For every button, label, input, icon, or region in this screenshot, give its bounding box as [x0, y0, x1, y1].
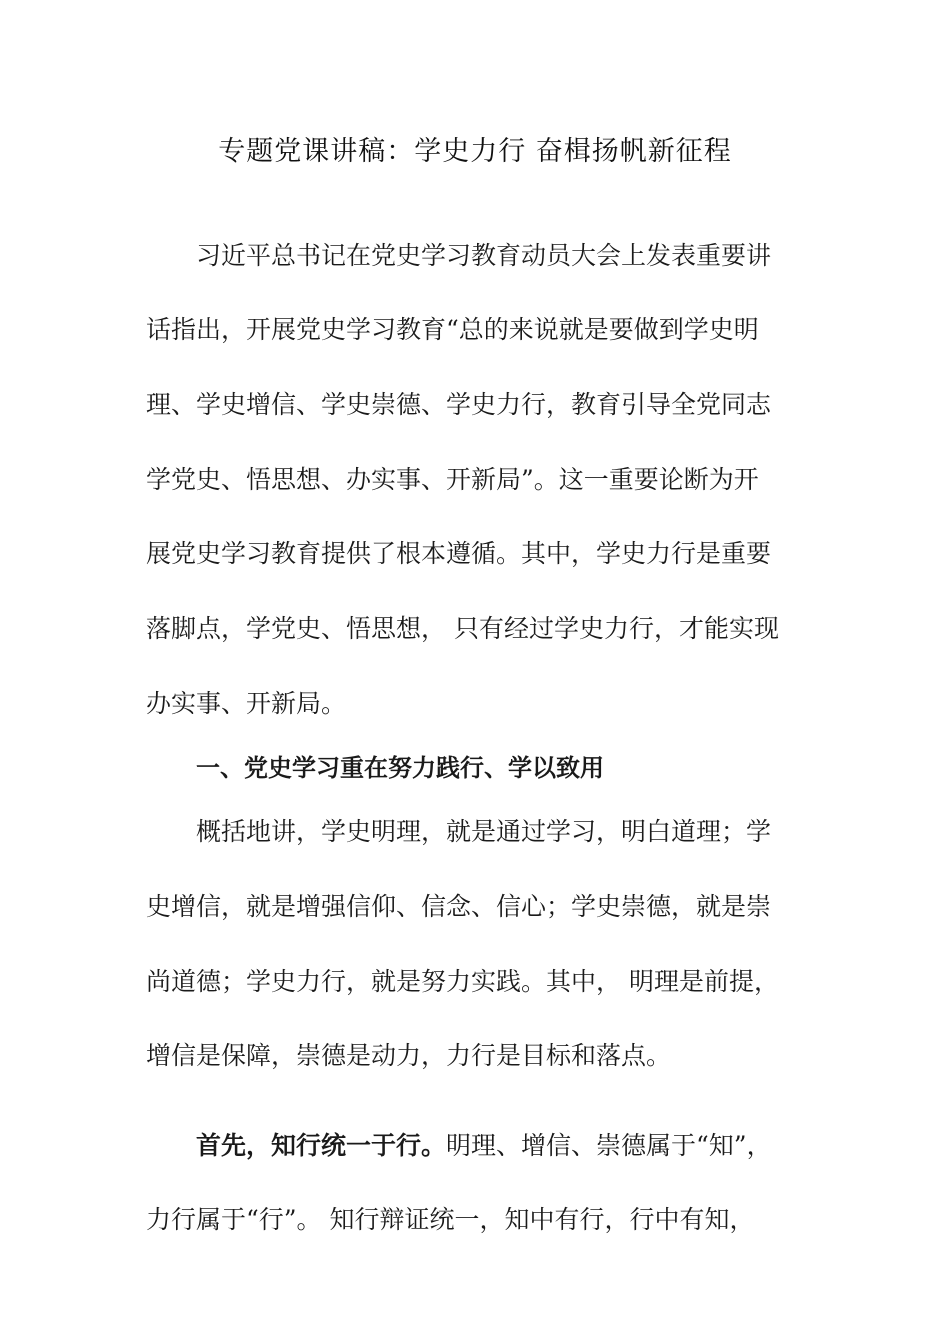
intro-line-6: 落脚点，学党史、悟思想， 只有经过学史力行，才能实现	[146, 614, 779, 643]
paragraph-3-line-1-rest: 明理、增信、崇德属于“知”，	[446, 1131, 772, 1160]
intro-line-3: 理、学史增信、学史崇德、学史力行，教育引导全党同志	[146, 390, 772, 419]
paragraph-3-line-2: 力行属于“行”。 知行辩证统一，知中有行，行中有知，	[146, 1205, 755, 1234]
section-1-line-2: 史增信，就是增强信仰、信念、信心；学史崇德，就是崇	[146, 892, 772, 921]
intro-line-7: 办实事、开新局。	[146, 689, 347, 718]
intro-line-4: 学党史、悟思想、办实事、开新局”。这一重要论断为开	[146, 465, 759, 494]
document-title: 专题党课讲稿：学史力行 奋楫扬帆新征程	[218, 136, 732, 167]
intro-line-2: 话指出，开展党史学习教育“总的来说就是要做到学史明	[146, 315, 759, 344]
section-1-line-3: 尚道德；学史力行，就是努力实践。其中， 明理是前提，	[146, 967, 779, 996]
paragraph-3-line-1	[196, 1122, 772, 1170]
section-1-line-4: 增信是保障，崇德是动力，力行是目标和落点。	[146, 1041, 672, 1070]
section-1-heading: 一、党史学习重在努力践行、学以致用	[196, 754, 604, 782]
intro-line-1: 习近平总书记在党史学习教育动员大会上发表重要讲	[196, 241, 772, 270]
intro-line-5: 展党史学习教育提供了根本遵循。其中，学史力行是重要	[146, 539, 772, 568]
paragraph-3-bold-lead: 首先，知行统一于行。	[196, 1131, 447, 1160]
section-1-line-1: 概括地讲，学史明理，就是通过学习，明白道理；学	[196, 817, 772, 846]
